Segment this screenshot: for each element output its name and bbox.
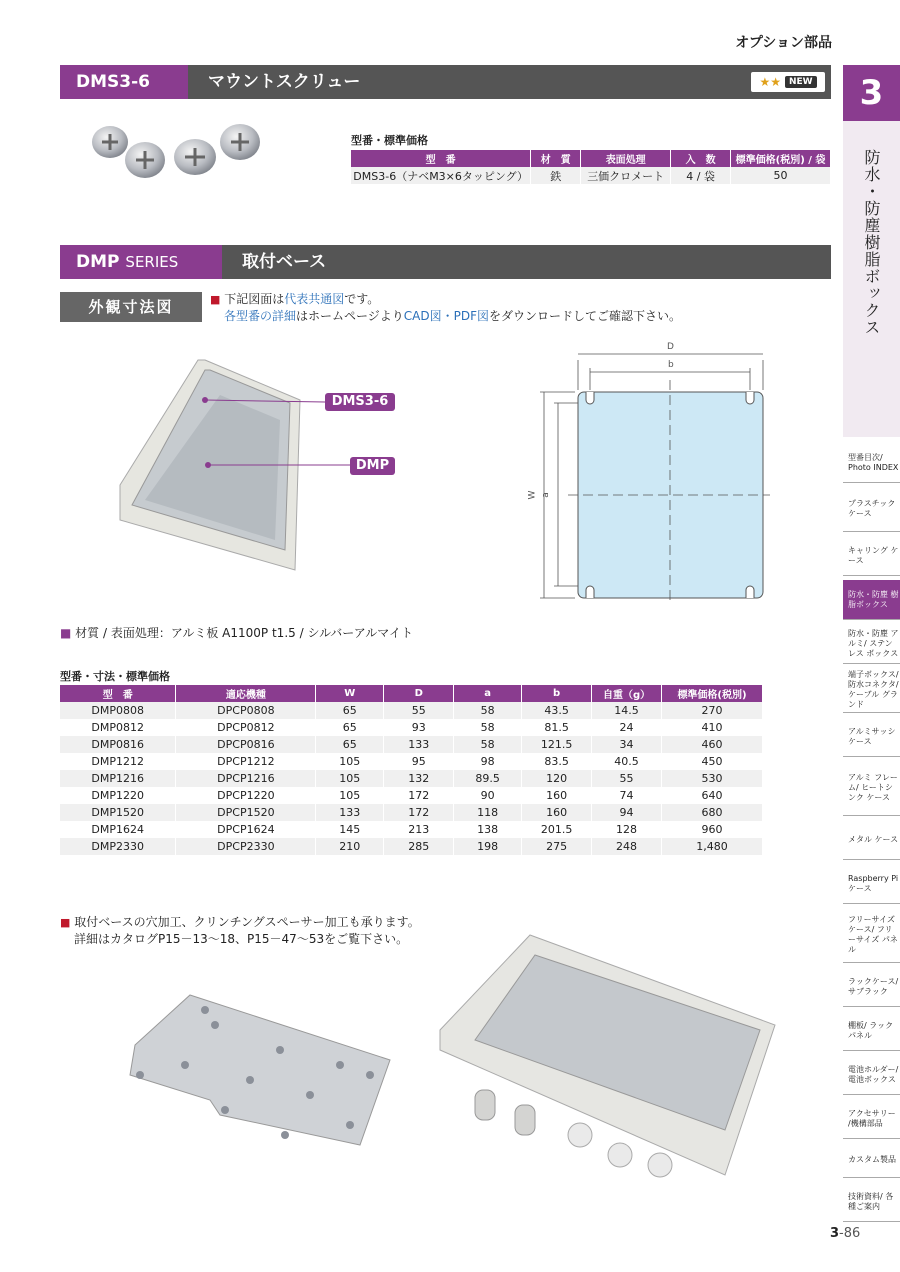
th-b: b	[522, 685, 592, 702]
table-cell: 450	[662, 753, 763, 770]
table-cell: DMP2330	[60, 838, 176, 855]
table-cell: DMP1624	[60, 821, 176, 838]
table-cell: 270	[662, 702, 763, 719]
material-note	[60, 624, 413, 641]
page-number-chapter: 3	[830, 1226, 840, 1241]
screws-photo	[80, 112, 280, 192]
table-cell: 248	[592, 838, 662, 855]
table-cell: DMP1212	[60, 753, 176, 770]
side-nav-item[interactable]: プラスチック ケース	[843, 487, 900, 532]
table-row	[60, 770, 763, 787]
material-text: 材質 / 表面処理：アルミ板 A1100P t1.5 / シルバーアルマイト	[75, 626, 413, 640]
box-photo	[435, 930, 780, 1180]
table-row	[60, 736, 763, 753]
table-cell: 58	[454, 719, 522, 736]
table-cell: 133	[384, 736, 454, 753]
side-nav-item[interactable]: 端子ボックス/ 防水コネクタ/ ケーブル グランド	[843, 668, 900, 713]
note2-line1: 取付ベースの穴加工、クリンチングスペーサー加工も承ります。	[74, 915, 420, 929]
table-cell: 95	[384, 753, 454, 770]
th-d: D	[384, 685, 454, 702]
table-cell: 275	[522, 838, 592, 855]
dmp-price-table	[60, 685, 763, 855]
th-finish: 表面処理	[581, 150, 671, 167]
table-row	[60, 838, 763, 855]
table-cell: 98	[454, 753, 522, 770]
dim-label-d: D	[667, 342, 674, 352]
side-nav-item[interactable]: アクセサリー /機構部品	[843, 1099, 900, 1139]
product-code: DMS3-6	[60, 65, 188, 99]
table-cell: DPCP1220	[176, 787, 316, 804]
side-nav-item[interactable]: ラックケース/ サブラック	[843, 967, 900, 1007]
side-nav-item[interactable]: カスタム製品	[843, 1143, 900, 1178]
table-cell: 120	[522, 770, 592, 787]
side-nav-item[interactable]: 棚板/ ラックパネル	[843, 1011, 900, 1051]
side-nav-item[interactable]: 防水・防塵 樹脂ボックス	[843, 580, 900, 620]
table-cell: DMP1216	[60, 770, 176, 787]
side-nav-item[interactable]: メタル ケース	[843, 820, 900, 860]
table-cell: 65	[316, 702, 384, 719]
th-compatible: 適応機種	[176, 685, 316, 702]
table-cell: 210	[316, 838, 384, 855]
outline-drawing-label: 外観寸法図	[60, 292, 202, 322]
star-icon: ★★	[759, 75, 781, 89]
section-bar-dms3-6	[60, 65, 831, 99]
table-cell: 640	[662, 787, 763, 804]
table-row	[60, 702, 763, 719]
table-cell: DPCP1216	[176, 770, 316, 787]
common-drawing-link[interactable]: 代表共通図	[284, 292, 345, 306]
table-row	[60, 719, 763, 736]
table-row	[60, 804, 763, 821]
side-nav-item[interactable]: キャリング ケース	[843, 536, 900, 576]
header-category: オプション部品	[735, 35, 832, 51]
base-plate-photo	[110, 985, 410, 1160]
th-quantity: 入 数	[671, 150, 731, 167]
table-cell: 118	[454, 804, 522, 821]
red-square-icon: ■	[60, 916, 71, 929]
table-cell: DPCP0816	[176, 736, 316, 753]
new-badge	[751, 72, 825, 92]
table-cell: 105	[316, 787, 384, 804]
model-detail-link[interactable]: 各型番の詳細	[224, 309, 297, 323]
th-a: a	[454, 685, 522, 702]
table-cell: DPCP0812	[176, 719, 316, 736]
table-cell: 460	[662, 736, 763, 753]
table-cell: 89.5	[454, 770, 522, 787]
table-cell: 93	[384, 719, 454, 736]
th-w: W	[316, 685, 384, 702]
chapter-title-tab	[843, 121, 900, 437]
table-cell: DMP0808	[60, 702, 176, 719]
table-cell: 24	[592, 719, 662, 736]
dmp-table-title: 型番・寸法・標準価格	[60, 670, 170, 683]
product-title: マウントスクリュー	[208, 72, 361, 92]
side-nav-item[interactable]: Raspberry Piケース	[843, 864, 900, 904]
table-cell: 960	[662, 821, 763, 838]
purple-square-icon: ■	[60, 626, 72, 640]
processing-note	[60, 914, 420, 948]
table-cell: 94	[592, 804, 662, 821]
series-code-suffix: SERIES	[125, 253, 179, 271]
table-cell: 410	[662, 719, 763, 736]
series-code	[60, 245, 222, 279]
th-model: 型 番	[60, 685, 176, 702]
table-cell: 14.5	[592, 702, 662, 719]
td-finish: 三価クロメート	[581, 167, 671, 184]
table-row	[60, 821, 763, 838]
callout-dmp: DMP	[350, 457, 395, 475]
table-cell: 172	[384, 787, 454, 804]
note-text: 下記図面は	[224, 292, 285, 306]
side-nav-item[interactable]: アルミサッシ ケース	[843, 717, 900, 757]
side-nav-item[interactable]: 防水・防塵 アルミ/ ステンレス ボックス	[843, 624, 900, 664]
table-cell: 145	[316, 821, 384, 838]
note-text: はホームページより	[296, 309, 404, 323]
table-row	[60, 787, 763, 804]
red-square-icon: ■	[210, 293, 221, 306]
screw-table-title: 型番・標準価格	[351, 134, 428, 147]
table-cell: DMP1220	[60, 787, 176, 804]
table-cell: 285	[384, 838, 454, 855]
side-navigation	[843, 443, 900, 1223]
table-cell: 81.5	[522, 719, 592, 736]
callout-dms3-6: DMS3-6	[325, 393, 395, 411]
table-cell: 105	[316, 770, 384, 787]
table-cell: 58	[454, 702, 522, 719]
table-cell: 83.5	[522, 753, 592, 770]
table-cell: 40.5	[592, 753, 662, 770]
table-cell: 55	[384, 702, 454, 719]
table-cell: 1,480	[662, 838, 763, 855]
note2-line2: 詳細はカタログP15－13～18、P15－47～53をご覧下さい。	[74, 932, 409, 946]
page-number	[830, 1226, 860, 1241]
th-model: 型 番	[351, 150, 531, 167]
chapter-title: 防水・防塵樹脂ボックス	[862, 149, 881, 336]
dim-label-b: b	[668, 360, 674, 370]
table-cell: 133	[316, 804, 384, 821]
table-cell: 65	[316, 736, 384, 753]
side-nav-item[interactable]: アルミ フレーム/ ヒートシンク ケース	[843, 761, 900, 816]
th-price: 標準価格(税別) / 袋	[731, 150, 831, 167]
table-cell: 680	[662, 804, 763, 821]
table-cell: 128	[592, 821, 662, 838]
table-cell: DMP1520	[60, 804, 176, 821]
table-cell: DPCP1624	[176, 821, 316, 838]
series-title: 取付ベース	[242, 252, 327, 272]
chapter-number-tab[interactable]: 3	[843, 65, 900, 121]
screw-price-table	[351, 150, 831, 184]
table-cell: 160	[522, 787, 592, 804]
table-cell: 138	[454, 821, 522, 838]
td-price: 50	[731, 167, 831, 184]
table-cell: 201.5	[522, 821, 592, 838]
table-cell: DPCP2330	[176, 838, 316, 855]
td-material: 鉄	[531, 167, 581, 184]
table-cell: 213	[384, 821, 454, 838]
table-cell: 34	[592, 736, 662, 753]
td-model: DMS3-6（ナベM3×6タッピング）	[351, 167, 531, 184]
td-quantity: 4 / 袋	[671, 167, 731, 184]
note-text: をダウンロードしてご確認下さい。	[489, 309, 682, 323]
dim-label-w: W	[527, 490, 538, 500]
table-cell: 530	[662, 770, 763, 787]
page-number-page: -86	[839, 1226, 861, 1241]
table-cell: 172	[384, 804, 454, 821]
table-cell: 132	[384, 770, 454, 787]
side-nav-item[interactable]: フリーサイズ ケース/ フリーサイズ パネル	[843, 908, 900, 963]
table-cell: DPCP1212	[176, 753, 316, 770]
table-cell: DPCP0808	[176, 702, 316, 719]
dimension-drawing	[530, 340, 775, 610]
dim-label-a: a	[540, 492, 551, 498]
series-code-text: DMP	[76, 252, 120, 272]
th-weight: 自重（g）	[592, 685, 662, 702]
table-cell: DMP0816	[60, 736, 176, 753]
side-nav-item[interactable]: 技術資料/ 各種ご案内	[843, 1182, 900, 1222]
table-cell: 74	[592, 787, 662, 804]
table-cell: DPCP1520	[176, 804, 316, 821]
table-cell: DMP0812	[60, 719, 176, 736]
table-cell: 121.5	[522, 736, 592, 753]
table-row	[60, 753, 763, 770]
new-label: NEW	[785, 76, 817, 88]
table-cell: 55	[592, 770, 662, 787]
table-cell: 105	[316, 753, 384, 770]
th-price: 標準価格(税別)	[662, 685, 763, 702]
cad-pdf-link[interactable]: CAD図・PDF図	[403, 309, 489, 323]
side-nav-item[interactable]: 電池ホルダー/ 電池ボックス	[843, 1055, 900, 1095]
table-cell: 160	[522, 804, 592, 821]
section-bar-dmp	[60, 245, 831, 279]
note-text: です。	[344, 292, 380, 306]
th-material: 材 質	[531, 150, 581, 167]
table-cell: 58	[454, 736, 522, 753]
table-cell: 65	[316, 719, 384, 736]
table-cell: 90	[454, 787, 522, 804]
table-cell: 43.5	[522, 702, 592, 719]
table-cell: 198	[454, 838, 522, 855]
side-nav-item[interactable]: 型番目次/ Photo INDEX	[843, 443, 900, 483]
drawing-note	[210, 291, 681, 325]
